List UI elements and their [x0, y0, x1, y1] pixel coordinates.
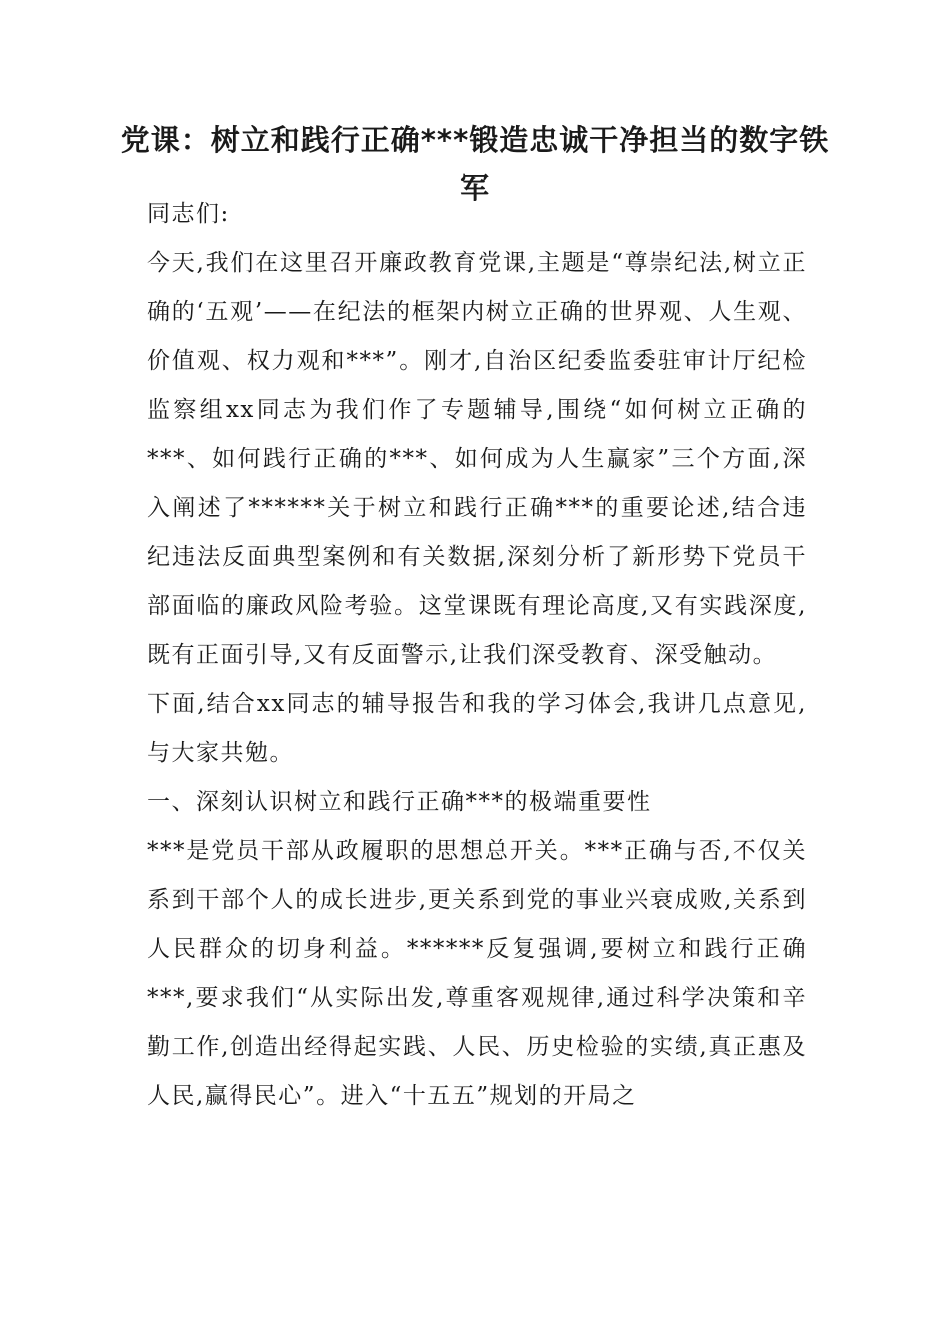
paragraph-intro: 今天,我们在这里召开廉政教育党课,主题是“尊崇纪法,树立正确的‘五观’——在纪法的框架内树立正确的世界观、人生观、价值观、权力观和***”。刚才,自治区纪委监委驻审计厅纪检监察组xx同志为我们作了专题辅导,围绕“如何树立正确的***、如何践行正确的***、如何成为人生赢家”三个方面,深入阐述了******关于树立和践行正确***的重要论述,结合违纪违法反面典型案例和有关数据,深刻分析了新形势下党员干部面临的廉政风险考验。这堂课既有理论高度,又有实践深度,既有正面引导,又有反面警示,让我们深受教育、深受触动。: [147, 250, 807, 668]
paragraph-transition: 下面,结合xx同志的辅导报告和我的学习体会,我讲几点意见,与大家共勉。: [147, 691, 807, 766]
document-title: 党课：树立和践行正确***锻造忠诚干净担当的数字铁军: [120, 123, 830, 205]
document-body: [147, 190, 807, 1121]
salutation: 同志们:: [147, 201, 230, 227]
paragraph-section-1: ***是党员干部从政履职的思想总开关。***正确与否,不仅关系到干部个人的成长进步,更关系到党的事业兴衰成败,关系到人民群众的切身利益。******反复强调,要树立和践行正确***,要求我们“从实际出发,尊重客观规律,通过科学决策和辛勤工作,创造出经得起实践、人民、历史检验的实绩,真正惠及人民,赢得民心”。进入“十五五”规划的开局之: [147, 838, 807, 1109]
section-heading-1: 一、深刻认识树立和践行正确***的极端重要性: [147, 789, 652, 815]
